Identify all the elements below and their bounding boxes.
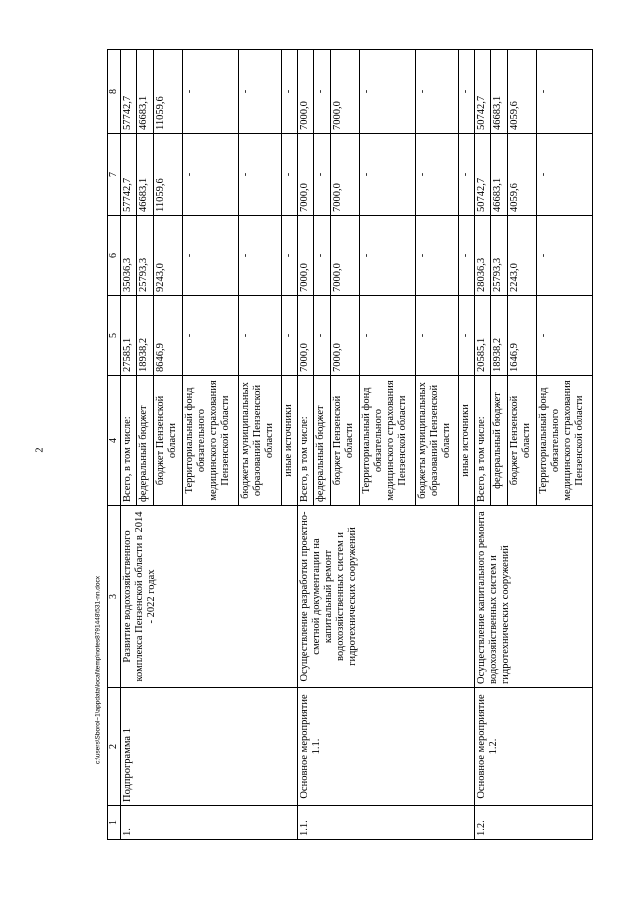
funding-source: федеральный бюджет [137,376,153,506]
header-col-8: 8 [108,50,121,134]
funding-source: бюджет Пензенской области [330,376,360,506]
value-col-7: 7000,0 [297,134,313,216]
value-col-6: 7000,0 [297,216,313,296]
header-col-7: 7 [108,134,121,216]
table-row [474,50,490,840]
value-col-6: 9243,0 [153,216,183,296]
value-col-5: 20585,1 [474,296,490,376]
value-col-7: - [537,134,593,216]
value-col-8: 57742,7 [121,50,137,134]
funding-source: бюджеты муниципальных образований Пензенской области [238,376,281,506]
value-col-8: - [415,50,458,134]
funding-source: бюджеты муниципальных образований Пензенской области [415,376,458,506]
funding-source: бюджет Пензенской области [507,376,537,506]
value-col-6: - [537,216,593,296]
value-col-8: 46683,1 [491,50,507,134]
value-col-6: - [183,216,239,296]
value-col-5: 7000,0 [297,296,313,376]
value-col-6: 25793,3 [137,216,153,296]
value-col-7: 7000,0 [330,134,360,216]
funding-source: Всего, в том числе: [297,376,313,506]
budget-table-sheet [107,50,593,840]
page-number: 2 [34,447,46,453]
value-col-6: - [281,216,297,296]
funding-source: бюджет Пензенской области [153,376,183,506]
value-col-5: - [360,296,416,376]
value-col-7: - [183,134,239,216]
value-col-7: - [360,134,416,216]
value-col-7: 46683,1 [137,134,153,216]
value-col-6: - [415,216,458,296]
value-col-5: - [281,296,297,376]
value-col-5: 7000,0 [330,296,360,376]
value-col-8: 7000,0 [297,50,313,134]
header-col-3: 3 [108,506,121,688]
value-col-7: 50742,7 [474,134,490,216]
value-col-7: 4059,6 [507,134,537,216]
value-col-5: - [314,296,330,376]
funding-source: Территориальный фонд обязательного медицинского страхования Пензенской области [360,376,416,506]
funding-source: Всего, в том числе: [474,376,490,506]
table-row [297,50,313,840]
value-col-5: - [238,296,281,376]
funding-source: Территориальный фонд обязательного медицинского страхования Пензенской области [183,376,239,506]
value-col-5: - [537,296,593,376]
value-col-5: - [415,296,458,376]
funding-source: федеральный бюджет [491,376,507,506]
value-col-5: 18938,2 [491,296,507,376]
value-col-8: - [360,50,416,134]
value-col-7: - [314,134,330,216]
budget-table [107,49,593,840]
funding-source: иные источники [458,376,474,506]
value-col-6: - [314,216,330,296]
value-col-7: 11059,6 [153,134,183,216]
value-col-8: - [183,50,239,134]
value-col-5: - [458,296,474,376]
value-col-8: 46683,1 [137,50,153,134]
value-col-8: 4059,6 [507,50,537,134]
header-col-5: 5 [108,296,121,376]
value-col-8: - [458,50,474,134]
value-col-8: - [281,50,297,134]
funding-source: Всего, в том числе: [121,376,137,506]
value-col-6: 28036,3 [474,216,490,296]
value-col-8: 7000,0 [330,50,360,134]
header-col-1: 1 [108,806,121,840]
value-col-6: 2243,0 [507,216,537,296]
activity-title: Осуществление разработки проектно-сметной документации на капитальный ремонт водохозяйственных систем и гидротехнических сооружений [297,506,474,688]
value-col-7: - [281,134,297,216]
activity-name: Основное мероприятие 1.2. [474,688,592,806]
value-col-7: 46683,1 [491,134,507,216]
value-col-6: - [360,216,416,296]
header-col-2: 2 [108,688,121,806]
header-col-4: 4 [108,376,121,506]
funding-source: Территориальный фонд обязательного медицинского страхования Пензенской области [537,376,593,506]
value-col-5: 8646,9 [153,296,183,376]
activity-title: Осуществление капитального ремонта водохозяйственных систем и гидротехнических сооружений [474,506,592,688]
funding-source: иные источники [281,376,297,506]
value-col-8: - [314,50,330,134]
value-col-7: 57742,7 [121,134,137,216]
row-number: 1.1. [297,806,474,840]
row-number: 1. [121,806,298,840]
value-col-8: 50742,7 [474,50,490,134]
activity-name: Основное мероприятие 1.1. [297,688,474,806]
value-col-7: - [238,134,281,216]
value-col-8: - [238,50,281,134]
value-col-6: 7000,0 [330,216,360,296]
value-col-7: - [415,134,458,216]
header-row [108,50,121,840]
row-number: 1.2. [474,806,592,840]
value-col-6: - [238,216,281,296]
header-col-6: 6 [108,216,121,296]
value-col-5: 1646,9 [507,296,537,376]
footer-file-path: c:\users\Sborol~1\appdata\local\temp\notes8791448\531-nn.docx [94,575,102,765]
value-col-5: 18938,2 [137,296,153,376]
value-col-6: 25793,3 [491,216,507,296]
value-col-5: - [183,296,239,376]
table-row [121,50,137,840]
value-col-6: 35036,3 [121,216,137,296]
program-title: Развитие водохозяйственного комплекса Пензенской области в 2014 - 2022 годах [121,506,298,688]
value-col-5: 27585,1 [121,296,137,376]
program-name: Подпрограмма 1 [121,688,298,806]
value-col-7: - [458,134,474,216]
value-col-8: 11059,6 [153,50,183,134]
value-col-8: - [537,50,593,134]
funding-source: федеральный бюджет [314,376,330,506]
value-col-6: - [458,216,474,296]
